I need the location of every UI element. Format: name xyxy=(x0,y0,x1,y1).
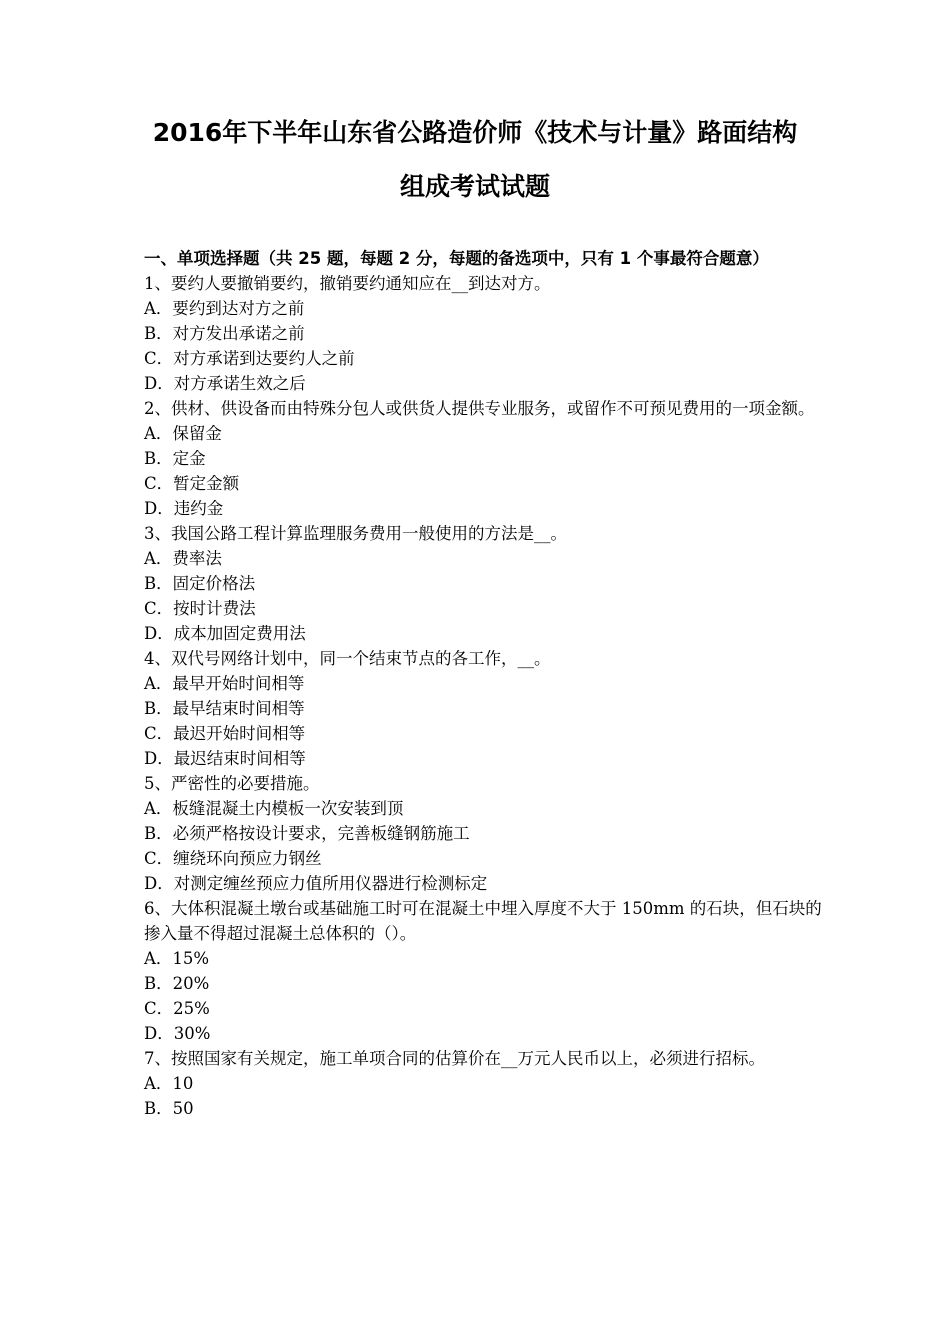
section-heading: 一、单项选择题（共 25 题，每题 2 分，每题的备选项中，只有 1 个事最符合题意） xyxy=(144,249,769,268)
option-c: C．对方承诺到达要约人之前 xyxy=(144,349,355,368)
option-b: B．对方发出承诺之前 xyxy=(144,324,305,343)
question-4 xyxy=(144,646,824,771)
option-d: D．对方承诺生效之后 xyxy=(144,374,306,393)
question-stem: 1、要约人要撤销要约，撤销要约通知应在__到达对方。 xyxy=(144,274,551,293)
option-a: A．最早开始时间相等 xyxy=(144,674,305,693)
option-b: B．50 xyxy=(144,1099,194,1118)
option-c: C．暂定金额 xyxy=(144,474,240,493)
question-stem: 3、我国公路工程计算监理服务费用一般使用的方法是__。 xyxy=(144,524,567,543)
question-5 xyxy=(144,771,824,896)
option-b: B．必须严格按设计要求，完善板缝钢筋施工 xyxy=(144,824,470,843)
question-1 xyxy=(144,271,824,396)
option-a: A．保留金 xyxy=(144,424,222,443)
option-b: B．20% xyxy=(144,974,210,993)
question-stem: 2、供材、供设备而由特殊分包人或供货人提供专业服务，或留作不可预见费用的一项金额。 xyxy=(144,399,815,418)
option-c: C．按时计费法 xyxy=(144,599,256,618)
option-d: D．违约金 xyxy=(144,499,224,518)
option-c: C．缠绕环向预应力钢丝 xyxy=(144,849,322,868)
question-6 xyxy=(144,896,824,1046)
question-stem: 5、严密性的必要措施。 xyxy=(144,774,320,793)
option-a: A．10 xyxy=(144,1074,194,1093)
option-a: A．15% xyxy=(144,949,210,968)
option-d: D．30% xyxy=(144,1024,211,1043)
option-d: D．对测定缠丝预应力值所用仪器进行检测标定 xyxy=(144,874,488,893)
document-body xyxy=(144,246,824,1121)
option-a: A．费率法 xyxy=(144,549,222,568)
document-title-line-2: 组成考试试题 xyxy=(399,172,550,201)
option-b: B．定金 xyxy=(144,449,206,468)
option-b: B．固定价格法 xyxy=(144,574,256,593)
question-2 xyxy=(144,396,824,521)
question-3 xyxy=(144,521,824,646)
option-c: C．最迟开始时间相等 xyxy=(144,724,306,743)
question-stem: 4、双代号网络计划中，同一个结束节点的各工作，__。 xyxy=(144,649,551,668)
document-title-line-1: 2016年下半年山东省公路造价师《技术与计量》路面结构 xyxy=(152,118,798,147)
question-7 xyxy=(144,1046,824,1121)
question-stem: 6、大体积混凝土墩台或基础施工时可在混凝土中埋入厚度不大于 150mm 的石块，但石块的掺入量不得超过混凝土总体积的（）。 xyxy=(144,899,822,943)
option-c: C．25% xyxy=(144,999,210,1018)
question-stem: 7、按照国家有关规定，施工单项合同的估算价在__万元人民币以上，必须进行招标。 xyxy=(144,1049,765,1068)
option-a: A．要约到达对方之前 xyxy=(144,299,305,318)
option-d: D．成本加固定费用法 xyxy=(144,624,306,643)
option-b: B．最早结束时间相等 xyxy=(144,699,305,718)
option-d: D．最迟结束时间相等 xyxy=(144,749,306,768)
option-a: A．板缝混凝土内模板一次安装到顶 xyxy=(144,799,404,818)
